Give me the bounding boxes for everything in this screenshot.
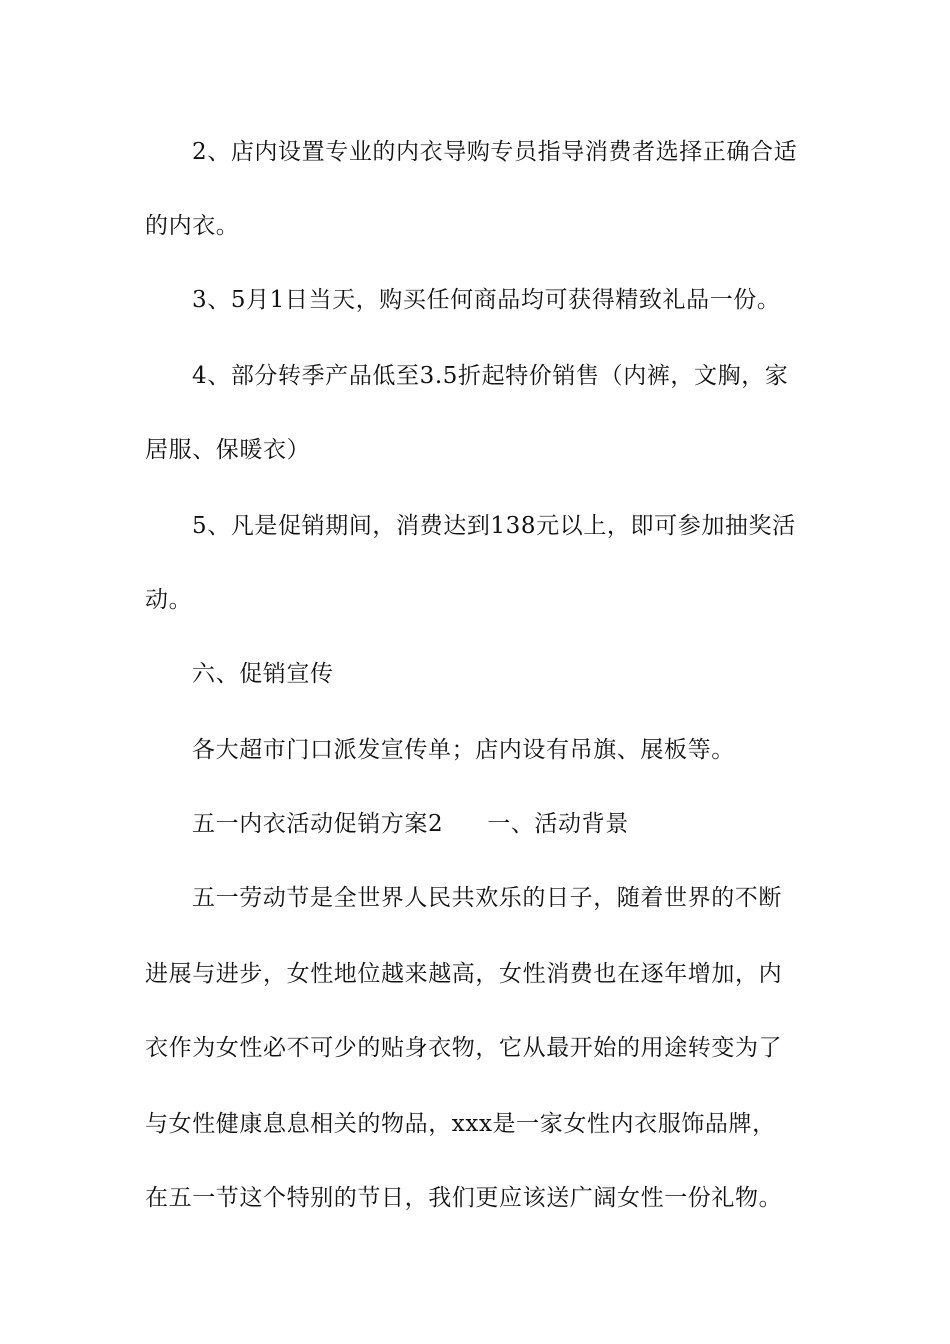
paragraph-item-4-line-2: 居服、保暖衣） <box>145 437 311 463</box>
background-paragraph-line-3: 衣作为女性必不可少的贴身衣物，它从最开始的用途转变为了 <box>145 1035 783 1061</box>
background-paragraph-line-2: 进展与进步，女性地位越来越高，女性消费也在逐年增加，内 <box>145 961 783 987</box>
background-paragraph-line-4: 与女性健康息息相关的物品，xxx是一家女性内衣服饰品牌， <box>145 1111 776 1137</box>
paragraph-item-2-line-1: 2、店内设置专业的内衣导购专员指导消费者选择正确合适 <box>192 139 798 165</box>
paragraph-item-3: 3、5月1日当天，购买任何商品均可获得精致礼品一份。 <box>192 287 781 313</box>
background-paragraph-line-1: 五一劳动节是全世界人民共欢乐的日子，随着世界的不断 <box>192 885 782 911</box>
section-6-text: 各大超市门口派发宣传单；店内设有吊旗、展板等。 <box>192 737 735 763</box>
paragraph-item-5-line-1: 5、凡是促销期间，消费达到138元以上，即可参加抽奖活 <box>192 513 796 539</box>
section-6-heading: 六、促销宣传 <box>192 661 334 687</box>
plan-2-title: 五一内衣活动促销方案2 <box>192 811 444 837</box>
paragraph-item-2-line-2: 的内衣。 <box>145 213 240 239</box>
paragraph-item-4-line-1: 4、部分转季产品低至3.5折起特价销售（内裤，文胸，家 <box>192 363 789 389</box>
paragraph-item-5-line-2: 动。 <box>145 587 193 613</box>
plan-2-section-1-heading: 一、活动背景 <box>487 811 629 837</box>
plan-2-title-row <box>192 808 812 840</box>
background-paragraph-line-5: 在五一节这个特别的节日，我们更应该送广阔女性一份礼物。 <box>145 1185 783 1211</box>
